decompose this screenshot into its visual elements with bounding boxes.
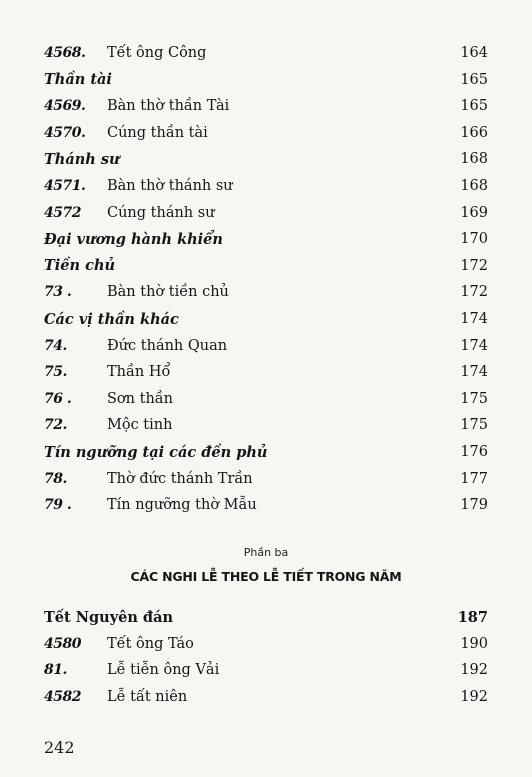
entry-number: 4569.: [44, 98, 86, 115]
entry-title: Tết ông Táo: [107, 635, 194, 652]
toc-entry: [44, 41, 488, 65]
entry-title: Bàn thờ thánh sư: [107, 178, 233, 194]
entry-title: Thần tài: [44, 71, 112, 89]
entry-number: 79 .: [44, 497, 72, 514]
toc-entry: [44, 280, 488, 304]
entry-page: 187: [457, 608, 488, 626]
entry-title: Cúng thần tài: [107, 124, 208, 141]
entry-title: Tiền chủ: [44, 257, 116, 275]
entry-title: Tết Nguyên đán: [44, 608, 174, 626]
entry-title: Lễ tất niên: [107, 688, 188, 705]
toc-entry: [44, 685, 488, 709]
entry-page: 168: [460, 151, 488, 168]
part-subtitle: Phần ba: [243, 546, 289, 559]
entry-page: 172: [460, 284, 488, 301]
page-number: 242: [44, 738, 75, 757]
toc-entry: [44, 440, 488, 464]
entry-number: 73 .: [44, 284, 72, 301]
entry-page: 175: [460, 390, 488, 407]
entry-page: 179: [460, 497, 488, 514]
entry-title: Các vị thần khác: [44, 310, 179, 328]
toc-entry: [44, 413, 488, 437]
entry-number: 4572: [44, 204, 81, 221]
toc-entry: [44, 68, 488, 92]
entry-title: Thờ đức thánh Trần: [107, 470, 253, 487]
entry-page: 177: [460, 470, 488, 487]
entry-page: 165: [460, 71, 488, 88]
entry-number: 4570.: [44, 124, 86, 141]
toc-entry: [44, 307, 488, 331]
entry-title: Lễ tiễn ông Vải: [107, 662, 220, 678]
entry-title: Thần Hổ: [107, 364, 171, 381]
entry-page: 192: [460, 688, 488, 705]
entry-number: 76 .: [44, 390, 72, 407]
entry-number: 4582: [44, 688, 81, 705]
entry-page: 175: [460, 417, 488, 434]
toc-entry: [44, 174, 488, 198]
entry-page: 166: [460, 124, 488, 141]
entry-number: 72.: [44, 417, 67, 434]
entry-page: 174: [460, 311, 488, 327]
toc-entry: [44, 493, 488, 517]
entry-title: Tết ông Công: [107, 45, 207, 61]
toc-entry: [44, 227, 488, 251]
entry-page: 165: [460, 98, 488, 115]
entry-number: 74.: [44, 337, 67, 354]
toc-entry: [44, 254, 488, 278]
entry-title: Tín ngưỡng thờ Mẫu: [107, 497, 257, 514]
toc-entry: [44, 201, 488, 225]
entry-page: 176: [460, 444, 488, 460]
entry-page: 164: [460, 45, 488, 61]
toc-entry: [44, 360, 488, 384]
entry-title: Tín ngưỡng tại các đền phủ: [44, 443, 268, 461]
entry-number: 4571.: [44, 178, 86, 194]
toc-entry: [44, 94, 488, 118]
entry-page: 192: [460, 662, 488, 678]
toc-entry: [44, 121, 488, 145]
entry-title: Thánh sư: [44, 150, 120, 168]
entry-title: Sơn thần: [107, 390, 174, 407]
entry-page: 170: [460, 231, 488, 248]
entry-page: 168: [460, 178, 488, 194]
toc-entry: [44, 605, 488, 629]
entry-title: Mộc tinh: [107, 417, 173, 434]
entry-number: 4568.: [44, 45, 86, 61]
entry-page: 169: [460, 204, 488, 221]
entry-number: 78.: [44, 470, 67, 487]
entry-page: 190: [460, 635, 488, 652]
entry-number: 75.: [44, 364, 67, 381]
entry-page: 174: [460, 364, 488, 381]
toc-entry: [44, 147, 488, 171]
entry-page: 174: [460, 337, 488, 354]
entry-title: Cúng thánh sư: [107, 204, 215, 221]
entry-page: 172: [460, 257, 488, 274]
toc-entry: [44, 387, 488, 411]
entry-title: Bàn thờ tiền chủ: [107, 284, 229, 301]
toc-entry: [44, 658, 488, 682]
toc-entry: [44, 632, 488, 656]
toc-entry: [44, 467, 488, 491]
entry-title: Đại vương hành khiển: [44, 230, 223, 248]
entry-title: Bàn thờ thần Tài: [107, 98, 230, 115]
part-title: CÁC NGHI LỄ THEO LỄ TIẾT TRONG NĂM: [130, 569, 402, 584]
toc-entry: [44, 334, 488, 358]
entry-number: 81.: [44, 662, 67, 678]
entry-number: 4580: [44, 635, 81, 652]
entry-title: Đức thánh Quan: [107, 337, 228, 354]
